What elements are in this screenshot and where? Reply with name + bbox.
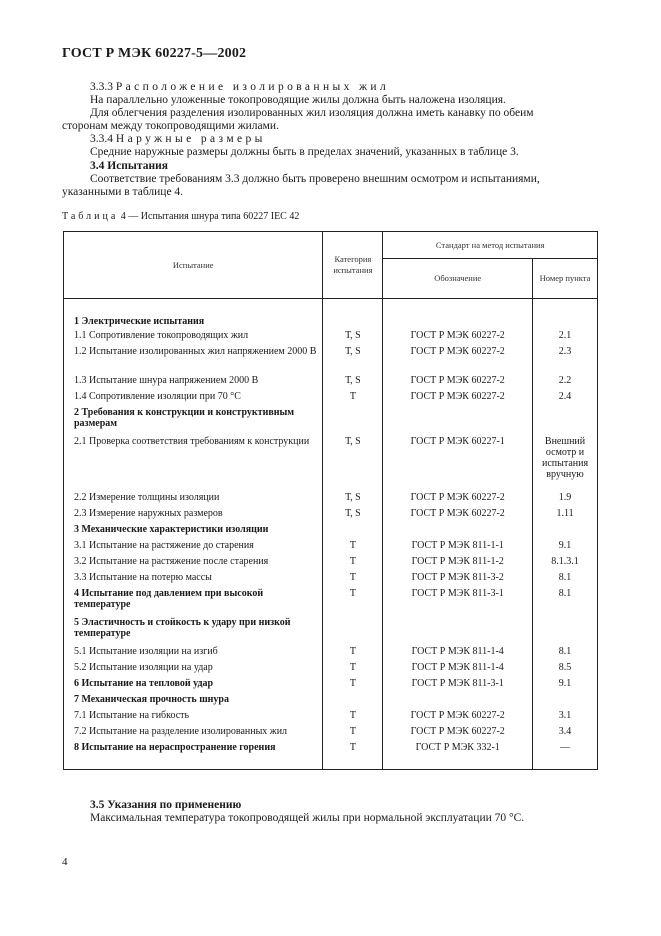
section-3-4-para1-line1: Соответствие требованиям 3.3 должно быть проверено внешним осмотром и испытаниями,	[90, 173, 540, 185]
header-category: Категория испытания	[323, 232, 383, 299]
table-caption-rest: 4 — Испытания шнура типа 60227 IEC 42	[120, 211, 300, 222]
section-3-3-4-title: Наружные размеры	[115, 133, 266, 145]
cell-item: 1.9	[533, 492, 598, 508]
cell-designation: ГОСТ Р МЭК 332-1	[383, 742, 533, 758]
cell-category: Т	[323, 742, 383, 758]
cell-test: 7.1 Испытание на гибкость	[64, 710, 323, 726]
cell-item: 2.2	[533, 375, 598, 391]
table-row	[64, 540, 598, 556]
table-row	[64, 375, 598, 391]
cell-designation: ГОСТ Р МЭК 60227-1	[383, 436, 533, 492]
cell-test: 8 Испытание на нераспространение горения	[64, 742, 323, 758]
cell-test: 1 Электрические испытания	[64, 316, 323, 330]
cell-designation: ГОСТ Р МЭК 60227-2	[383, 375, 533, 391]
cell-test: 1.1 Сопротивление токопроводящих жил	[64, 330, 323, 346]
table-caption	[62, 211, 299, 222]
cell-item	[533, 617, 598, 646]
tests-table	[63, 231, 598, 770]
cell-test: 7.2 Испытание на разделение изолированных жил	[64, 726, 323, 742]
table-caption-word: Таблица	[62, 211, 119, 222]
cell-test: 1.4 Сопротивление изоляции при 70 °С	[64, 391, 323, 407]
cell-designation	[383, 407, 533, 436]
cell-item: 8.1.3.1	[533, 556, 598, 572]
cell-designation: ГОСТ Р МЭК 60227-2	[383, 346, 533, 375]
cell-test: 2.1 Проверка соответствия требованиям к конструкции	[64, 436, 323, 492]
table-spacer-cell	[533, 758, 598, 770]
cell-category: Т, S	[323, 508, 383, 524]
section-3-5-title: 3.5 Указания по применению	[90, 799, 242, 811]
header-item: Номер пункта	[533, 259, 598, 299]
cell-item: 9.1	[533, 678, 598, 694]
cell-test: 3.3 Испытание на потерю массы	[64, 572, 323, 588]
cell-item: Внешний осмотр и испытания вручную	[533, 436, 598, 492]
cell-item: 2.1	[533, 330, 598, 346]
cell-test: 5.2 Испытание изоляции на удар	[64, 662, 323, 678]
table-row	[64, 726, 598, 742]
section-3-3-4-number: 3.3.4	[90, 133, 113, 145]
cell-item: 3.4	[533, 726, 598, 742]
cell-designation: ГОСТ Р МЭК 60227-2	[383, 710, 533, 726]
cell-category	[323, 407, 383, 436]
cell-item: 8.1	[533, 588, 598, 617]
cell-item: 2.3	[533, 346, 598, 375]
cell-item: 8.1	[533, 646, 598, 662]
cell-designation: ГОСТ Р МЭК 811-3-1	[383, 678, 533, 694]
cell-designation: ГОСТ Р МЭК 811-3-2	[383, 572, 533, 588]
page-number: 4	[62, 856, 68, 868]
cell-designation: ГОСТ Р МЭК 811-1-1	[383, 540, 533, 556]
header-test: Испытание	[64, 232, 323, 299]
cell-item: —	[533, 742, 598, 758]
cell-test: 3.1 Испытание на растяжение до старения	[64, 540, 323, 556]
section-3-3-3-para2-line1: Для облегчения разделения изолированных жил изоляция должна иметь канавку по обеим	[90, 107, 534, 119]
cell-designation: ГОСТ Р МЭК 811-1-4	[383, 646, 533, 662]
section-3-3-3-heading	[90, 80, 389, 94]
cell-test: 4 Испытание под давлением при высокой температуре	[64, 588, 323, 617]
cell-test: 5 Эластичность и стойкость к удару при низкой температуре	[64, 617, 323, 646]
cell-category: Т	[323, 540, 383, 556]
table-row	[64, 508, 598, 524]
cell-item	[533, 694, 598, 710]
table-row	[64, 742, 598, 758]
table-spacer-cell	[383, 758, 533, 770]
header-standard: Стандарт на метод испытания	[383, 232, 598, 259]
cell-item: 2.4	[533, 391, 598, 407]
table-row	[64, 617, 598, 646]
cell-test: 2.2 Измерение толщины изоляции	[64, 492, 323, 508]
cell-category: Т	[323, 588, 383, 617]
table-row	[64, 678, 598, 694]
document-header: ГОСТ Р МЭК 60227-5—2002	[62, 46, 247, 61]
cell-test: 1.3 Испытание шнура напряжением 2000 В	[64, 375, 323, 391]
table-spacer-row	[64, 758, 598, 770]
table-spacer-row	[64, 299, 598, 316]
cell-designation: ГОСТ Р МЭК 811-1-2	[383, 556, 533, 572]
table-row	[64, 710, 598, 726]
section-3-3-3-para2-line2: сторонам между токопроводящими жилами.	[62, 120, 279, 132]
cell-category: Т	[323, 556, 383, 572]
section-3-5-para1: Максимальная температура токопроводящей жилы при нормальной эксплуатации 70 °С.	[90, 812, 525, 824]
table-row	[64, 646, 598, 662]
table-row	[64, 330, 598, 346]
cell-category: Т, S	[323, 346, 383, 375]
cell-category	[323, 694, 383, 710]
section-3-3-3-title: Расположение изолированных жил	[115, 81, 390, 93]
section-3-4-title: 3.4 Испытания	[90, 160, 168, 172]
table-row	[64, 407, 598, 436]
cell-test: 6 Испытание на тепловой удар	[64, 678, 323, 694]
cell-category: Т, S	[323, 375, 383, 391]
table-row	[64, 588, 598, 617]
cell-designation: ГОСТ Р МЭК 811-1-4	[383, 662, 533, 678]
cell-item	[533, 407, 598, 436]
table-row	[64, 316, 598, 330]
cell-designation	[383, 617, 533, 646]
cell-category: Т	[323, 678, 383, 694]
cell-category: Т	[323, 572, 383, 588]
cell-category: Т, S	[323, 330, 383, 346]
cell-category: Т, S	[323, 492, 383, 508]
cell-item: 8.1	[533, 572, 598, 588]
cell-category: Т	[323, 726, 383, 742]
section-3-3-3-para1: На параллельно уложенные токопроводящие жилы должна быть наложена изоляция.	[90, 94, 506, 106]
header-designation: Обозначение	[383, 259, 533, 299]
section-3-3-4-para1: Средние наружные размеры должны быть в пределах значений, указанных в таблице 3.	[90, 146, 519, 158]
cell-test: 5.1 Испытание изоляции на изгиб	[64, 646, 323, 662]
cell-category	[323, 617, 383, 646]
cell-designation	[383, 524, 533, 540]
cell-category: Т	[323, 710, 383, 726]
cell-designation: ГОСТ Р МЭК 811-3-1	[383, 588, 533, 617]
cell-item	[533, 316, 598, 330]
section-3-3-3-number: 3.3.3	[90, 81, 113, 93]
cell-category	[323, 524, 383, 540]
table-spacer-cell	[383, 299, 533, 316]
cell-designation: ГОСТ Р МЭК 60227-2	[383, 508, 533, 524]
cell-test: 2.3 Измерение наружных размеров	[64, 508, 323, 524]
table-spacer-cell	[64, 299, 323, 316]
table-spacer-cell	[323, 299, 383, 316]
cell-item	[533, 524, 598, 540]
cell-test: 3.2 Испытание на растяжение после старения	[64, 556, 323, 572]
table-row	[64, 524, 598, 540]
cell-category: Т, S	[323, 436, 383, 492]
table-spacer-cell	[64, 758, 323, 770]
cell-designation	[383, 316, 533, 330]
cell-designation	[383, 694, 533, 710]
section-3-4-para1-line2: указанными в таблице 4.	[62, 186, 184, 198]
table-row	[64, 492, 598, 508]
table-row	[64, 436, 598, 492]
cell-test: 1.2 Испытание изолированных жил напряжением 2000 В	[64, 346, 323, 375]
cell-designation: ГОСТ Р МЭК 60227-2	[383, 492, 533, 508]
cell-test: 2 Требования к конструкции и конструктивным размерам	[64, 407, 323, 436]
cell-item: 3.1	[533, 710, 598, 726]
table-spacer-cell	[533, 299, 598, 316]
cell-category: Т	[323, 391, 383, 407]
table-row	[64, 572, 598, 588]
cell-item: 8.5	[533, 662, 598, 678]
cell-category	[323, 316, 383, 330]
table-row	[64, 694, 598, 710]
cell-designation: ГОСТ Р МЭК 60227-2	[383, 391, 533, 407]
table-row	[64, 662, 598, 678]
cell-category: Т	[323, 646, 383, 662]
cell-category: Т	[323, 662, 383, 678]
cell-test: 7 Механическая прочность шнура	[64, 694, 323, 710]
cell-designation: ГОСТ Р МЭК 60227-2	[383, 330, 533, 346]
table-spacer-cell	[323, 758, 383, 770]
cell-item: 1.11	[533, 508, 598, 524]
table-row	[64, 391, 598, 407]
section-3-3-4-heading	[90, 132, 266, 146]
cell-test: 3 Механические характеристики изоляции	[64, 524, 323, 540]
cell-item: 9.1	[533, 540, 598, 556]
cell-designation: ГОСТ Р МЭК 60227-2	[383, 726, 533, 742]
table-row	[64, 346, 598, 375]
table-row	[64, 556, 598, 572]
